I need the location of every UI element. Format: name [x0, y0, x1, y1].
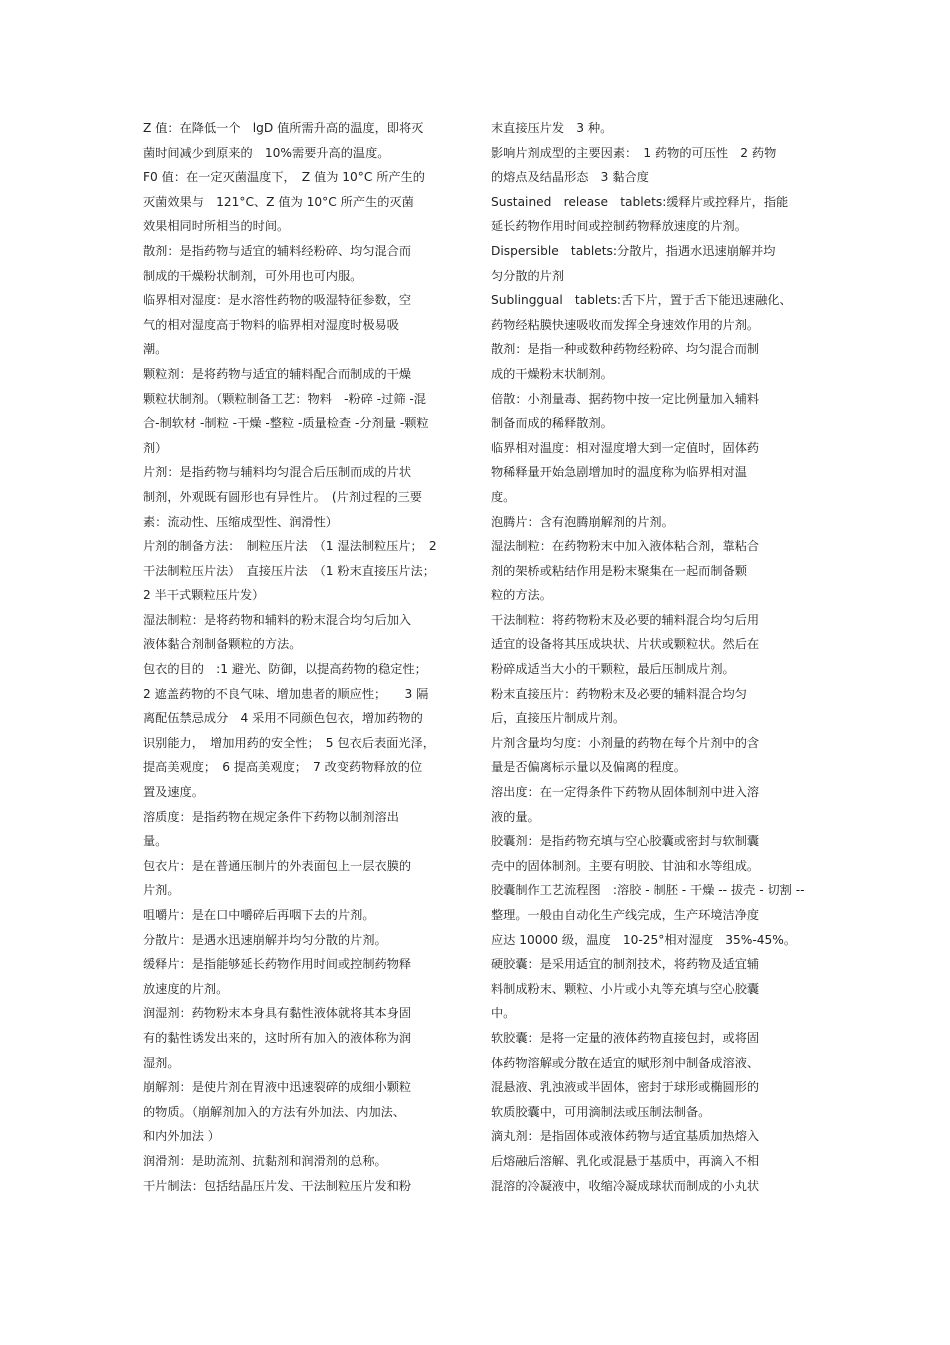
left-column-text-line: 离配伍禁忌成分 4 采用不同颜色包衣，增加药物的	[143, 711, 423, 726]
left-column-text-line: 潮。	[143, 342, 168, 357]
left-column-text-line: 和内外加法 ）	[143, 1129, 220, 1144]
left-column-text-line: 分散片：是遇水迅速崩解并均匀分散的片剂。	[143, 932, 387, 947]
right-column-text-line: 混溶的冷凝液中，收缩冷凝成球状而制成的小丸状	[491, 1178, 760, 1193]
left-column-text-line: 颗粒状制剂。（颗粒制备工艺：物料 -粉碎 -过筛 -混	[143, 391, 426, 406]
left-column-text-line: 菌时间减少到原来的 10%需要升高的温度。	[143, 145, 390, 160]
left-column-text-line: 润滑剂：是助流剂、抗黏剂和润滑剂的总称。	[143, 1153, 387, 1168]
left-column-text-line: 临界相对湿度：是水溶性药物的吸湿特征参数，空	[143, 293, 412, 308]
right-column-text-line: 滴丸剂：是指固体或液体药物与适宜基质加热熔入	[491, 1129, 760, 1144]
right-column-text-line: 壳中的固体制剂。主要有明胶、甘油和水等组成。	[491, 858, 760, 873]
right-column-text-line: 中。	[491, 1006, 516, 1021]
left-column-text-line: 干法制粒压片法） 直接压片法 （1 粉末直接压片法；	[143, 563, 435, 578]
right-column-text-line: 药物经粘膜快速吸收而发挥全身速效作用的片剂。	[491, 317, 760, 332]
left-column-text-line: 提高美观度； 6 提高美观度； 7 改变药物释放的位	[143, 760, 423, 775]
left-column-text-line: 合-制软材 -制粒 -干燥 -整粒 -质量检查 -分剂量 -颗粒	[143, 416, 429, 431]
right-column-text-line: 胶囊剂：是指药物充填与空心胶囊或密封与软制囊	[491, 834, 760, 849]
left-column-text-line: 识别能力， 增加用药的安全性； 5 包衣后表面光泽，	[143, 735, 435, 750]
left-column-text-line: 制剂，外观既有圆形也有异性片。 (片剂过程的三要	[143, 489, 422, 504]
right-column-text-line: 粒的方法。	[491, 588, 552, 603]
left-column-text-line: 的物质。（崩解剂加入的方法有外加法、内加法、	[143, 1104, 406, 1119]
right-column-text-line: 制备而成的稀释散剂。	[491, 416, 613, 431]
right-column-text-line: 延长药物作用时间或控制药物释放速度的片剂。	[491, 219, 747, 234]
left-column-text-line: 包衣的目的 :1 避光、防御，以提高药物的稳定性；	[143, 662, 427, 677]
right-column-text-line: 后，直接压片制成片剂。	[491, 711, 626, 726]
right-column-text-line: 量是否偏离标示量以及偏离的程度。	[491, 760, 686, 775]
left-column-text-line: 湿剂。	[143, 1055, 180, 1070]
left-column-text-line: 液体黏合剂制备颗粒的方法。	[143, 637, 302, 652]
right-column-text-line: 匀分散的片剂	[491, 268, 565, 283]
left-column-text-line: 包衣片：是在普通压制片的外表面包上一层衣膜的	[143, 858, 412, 873]
right-column-text-line: 剂的架桥或粘结作用是粉末聚集在一起而制备颗	[491, 563, 747, 578]
right-column-text-line: 胶囊制作工艺流程图 :溶胶 - 制胚 - 干燥 -- 拔壳 - 切割 --	[491, 883, 805, 898]
right-column-text-line: 度。	[491, 489, 516, 504]
right-column-text-line: 应达 10000 级，温度 10-25°相对湿度 35%-45%。	[491, 932, 797, 947]
right-column-text-line: 溶出度：在一定得条件下药物从固体制剂中进入溶	[491, 785, 760, 800]
right-column-text-line: 适宜的设备将其压成块状、片状或颗粒状。然后在	[491, 637, 760, 652]
left-column-text-line: 2 遮盖药物的不良气味、增加患者的顺应性； 3 隔	[143, 686, 429, 701]
right-column-text-line: 粉碎成适当大小的干颗粒，最后压制成片剂。	[491, 662, 735, 677]
left-column-text-line: 剂）	[143, 440, 168, 455]
left-column-text-line: 溶质度：是指药物在规定条件下药物以制剂溶出	[143, 809, 399, 824]
right-column-text-line: 成的干燥粉末状制剂。	[491, 366, 613, 381]
left-column-text-line: 片剂：是指药物与辅料均匀混合后压制而成的片状	[143, 465, 412, 480]
left-column-text-line: F0 值：在一定灭菌温度下， Z 值为 10°C 所产生的	[143, 170, 425, 185]
right-column-text-line: Sublinggual tablets:舌下片，置于舌下能迅速融化、	[491, 293, 792, 308]
left-column-text-line: 制成的干燥粉状制剂，可外用也可内服。	[143, 268, 363, 283]
left-column-text-line: 素：流动性、压缩成型性、润滑性）	[143, 514, 338, 529]
left-column-text-line: 缓释片：是指能够延长药物作用时间或控制药物释	[143, 957, 412, 972]
right-column-text-line: 混悬液、乳浊液或半固体，密封于球形或椭圆形的	[491, 1080, 760, 1095]
right-column-text-line: 整理。一般由自动化生产线完成，生产环境洁净度	[491, 908, 760, 922]
left-column-text-line: 片剂的制备方法： 制粒压片法 （1 湿法制粒压片； 2	[143, 539, 437, 554]
right-column-text-line: 软胶囊：是将一定量的液体药物直接包封，或将固	[491, 1030, 760, 1045]
left-column-text-line: 片剂。	[143, 883, 180, 898]
left-column-text-line: 崩解剂：是使片剂在胃液中迅速裂碎的成细小颗粒	[143, 1080, 412, 1095]
right-column-text-line: 倍散：小剂量毒、据药物中按一定比例量加入辅料	[491, 391, 760, 406]
right-column-text-line: 影响片剂成型的主要因素： 1 药物的可压性 2 药物	[491, 145, 777, 160]
right-column-text-line: 泡腾片：含有泡腾崩解剂的片剂。	[491, 514, 674, 529]
left-column-text-line: 有的黏性诱发出来的，这时所有加入的液体称为润	[143, 1030, 412, 1045]
right-column-text-line: 干法制粒：将药物粉末及必要的辅料混合均匀后用	[491, 612, 760, 627]
right-column-text-line: Dispersible tablets:分散片，指遇水迅速崩解并均	[491, 243, 776, 258]
right-column-text-line: 硬胶囊：是采用适宜的制剂技术，将药物及适宜辅	[491, 957, 760, 972]
right-column-text-line: 末直接压片发 3 种。	[491, 121, 613, 135]
left-column-text-line: 置及速度。	[143, 785, 204, 800]
right-column-text-line: 体药物溶解或分散在适宜的赋形剂中制备成溶液、	[491, 1055, 760, 1070]
right-column-text-line: 散剂：是指一种或数种药物经粉碎、均匀混合而制	[491, 342, 760, 357]
right-column-text-line: 物稀释量开始急剧增加时的温度称为临界相对温	[491, 465, 747, 480]
left-column-text-line: 咀嚼片：是在口中嚼碎后再咽下去的片剂。	[143, 908, 375, 922]
left-column-text-line: 量。	[143, 834, 168, 849]
left-column-text-line: 散剂：是指药物与适宜的辅料经粉碎、均匀混合而	[143, 243, 412, 258]
right-column-text-line: Sustained release tablets:缓释片或控释片，指能	[491, 194, 789, 209]
left-column-text-line: 2 半干式颗粒压片发）	[143, 588, 265, 603]
left-column-text-line: 灭菌效果与 121°C、Z 值为 10°C 所产生的灭菌	[143, 194, 414, 209]
left-column-text-line: 效果相同时所相当的时间。	[143, 219, 290, 234]
left-column-text-line: 润湿剂：药物粉末本身具有黏性液体就将其本身固	[143, 1006, 412, 1021]
left-column-text-line: Z 值：在降低一个 lgD 值所需升高的温度，即将灭	[143, 121, 424, 135]
right-column-text-line: 临界相对温度：相对湿度增大到一定值时，固体药	[491, 440, 760, 455]
left-column-text-line: 气的相对湿度高于物料的临界相对湿度时极易吸	[143, 317, 399, 332]
right-column-text-line: 料制成粉末、颗粒、小片或小丸等充填与空心胶囊	[491, 981, 760, 996]
left-column-text-line: 干片制法：包括结晶压片发、干法制粒压片发和粉	[143, 1178, 412, 1193]
left-column-text-line: 湿法制粒：是将药物和辅料的粉末混合均匀后加入	[143, 612, 412, 627]
right-column-text-line: 片剂含量均匀度：小剂量的药物在每个片剂中的含	[491, 735, 760, 750]
right-column-text-line: 软质胶囊中，可用滴制法或压制法制备。	[491, 1104, 711, 1119]
left-column-text-line: 放速度的片剂。	[143, 981, 229, 996]
right-column-text-line: 湿法制粒：在药物粉末中加入液体粘合剂，靠粘合	[491, 539, 760, 554]
left-column-text-line: 颗粒剂：是将药物与适宜的辅料配合而制成的干燥	[143, 366, 412, 381]
left-text-column	[143, 116, 461, 1198]
right-column-text-line: 的熔点及结晶形态 3 黏合度	[491, 170, 649, 185]
right-column-text-line: 粉末直接压片：药物粉末及必要的辅料混合均匀	[491, 686, 747, 701]
right-column-text-line: 液的量。	[491, 809, 540, 824]
right-column-text-line: 后熔融后溶解、乳化或混悬于基质中，再滴入不相	[491, 1153, 760, 1168]
right-text-column	[491, 116, 809, 1198]
